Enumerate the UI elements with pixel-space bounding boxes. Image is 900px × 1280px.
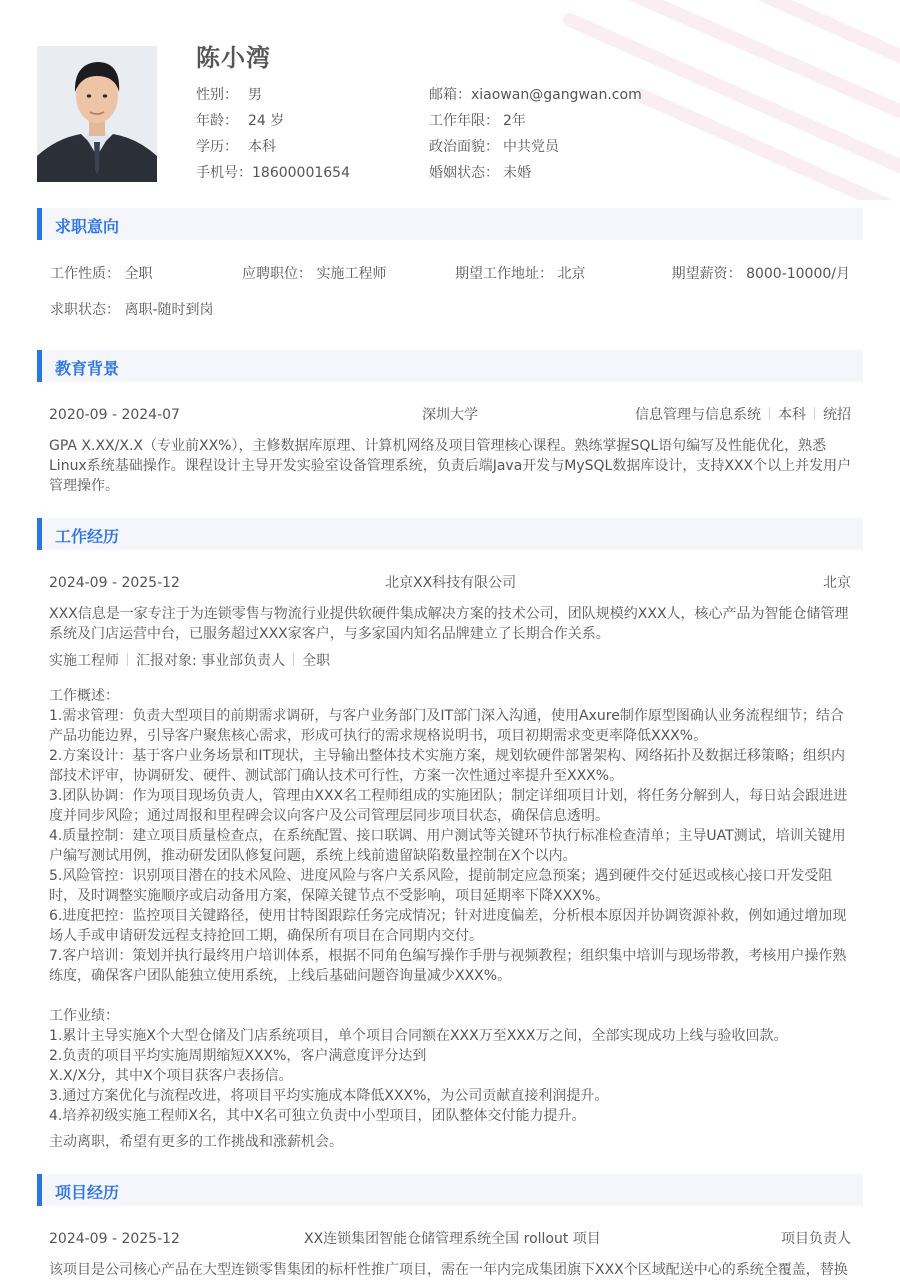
project-role: 项目负责人 (781, 1231, 851, 1247)
portrait-photo (37, 46, 157, 182)
job-position: 应聘职位： 实施工程师 (242, 266, 387, 282)
info-gender: 性别： 男 (196, 87, 262, 103)
info-marital: 婚姻状态： 未婚 (429, 165, 531, 181)
work-company: 北京XX科技有限公司 (385, 575, 517, 591)
work-results: 工作业绩： (49, 1008, 119, 1024)
work-overview: 工作概述： 1.需求管理：负责大型项目的前期需求调研，与客户业务部门及IT部门深入沟通，使用Axure制作原型图确认业务流程细节；结合 产品功能边界，引导客户聚焦核心需求，形成可执行的需求规格说明书，项目初期需求变更率降低XXX%。 2.方案设计：基于客户业务场景和IT现状，主导输出整体技术实施方案，规划软硬件部署架构、网络拓扑及数据迁移策略；组织内 部技术评审，协调研发、硬件、测试部门确认技术可行性，方案一次性通过率提升至XXX%。 3.团队协调：作为项目现场负责人，管理由XXX名工程师组成的实施团队；制定详细项目计划，将任务分解到人，每日站会跟进进 度并同步风险；通过周报和里程碑会议向客户及公司管理层同步项目状态，确保信息透明。 4.质量控制：建立项目质量检查点，在系统配置、接口联调、用户测试等关键环节执行标准检查清单；主导UAT测试，培训关键用 户编写测试用例，推动研发团队修复问题，系统上线前遗留缺陷数量控制在X个以内。 5.风险管控：识别项目潜在的技术风险、进度风险与客户关系风险，提前制定应急预案；遇到硬件交付延迟或核心接口开发受阻 时，及时调整实施顺序或启动备用方案，保障关键节点不受影响，项目延期率下降XXX%。 6.进度把控：监控项目关键路径，使用甘特图跟踪任务完成情况；针对进度偏差，分析根本原因并协调资源补救，例如通过增加现 场人手或申请研发远程支持抢回工期，确保所有项目在合同期内交付。 7.客户培训：策划并执行最终用户培训体系，根据不同角色编写操作手册与视频教程；组织集中培训与现场带教，考核用户操作熟 练度，确保客户团队能独立使用系统，上线后基础问题咨询量减少XXX%。 工作业绩： 1.累计主导实施X个大型仓储及门店系统项目，单个项目合同额在XXX万至XXX万之间，全部实现成功上线与验收回款。 2.负责的项目平均实施周期缩短XXX%，客户满意度评分达到 X.X/X分，其中X个项目获客户表扬信。 3.通过方案优化与流程改进，将项目平均实施成本降低XXX%，为公司贡献直接利润提升。 4.培养初级实施工程师X名，其中X名可独立负责中小型项目，团队整体交付能力提升。 (49, 686, 853, 1126)
info-political: 政治面貌： 中共党员 (429, 139, 559, 155)
info-phone: 手机号：18600001654 (196, 165, 350, 181)
education-school: 深圳大学 (422, 407, 478, 423)
section-title: 项目经历 (55, 1183, 120, 1202)
section-header-education (37, 350, 863, 382)
candidate-name: 陈小湾 (196, 44, 271, 72)
education-period: 2020-09 - 2024-07 (49, 407, 180, 423)
section-title: 求职意向 (55, 217, 120, 236)
info-education: 学历： 本科 (196, 139, 276, 155)
section-title: 工作经历 (55, 527, 120, 546)
section-title: 教育背景 (55, 359, 120, 378)
project-name: XX连锁集团智能仓储管理系统全国 rollout 项目 (304, 1231, 601, 1247)
job-status: 求职状态： 离职-随时到岗 (50, 302, 214, 318)
education-description: GPA X.XX/X.X（专业前XX%），主修数据库原理、计算机网络及项目管理核心课程。熟练掌握SQL语句编写及性能优化，熟悉 Linux系统基础操作。课程设计主导开发实验室设备管理系统，负责后端Java开发与MySQL数据库设计，支持XXX个以上并发用户 管理操作。 (49, 438, 852, 494)
section-header-job-intent (37, 208, 863, 240)
job-location: 期望工作地址： 北京 (455, 266, 586, 282)
job-salary: 期望薪资： 8000-10000/月 (671, 266, 850, 282)
company-description: XXX信息是一家专注于为连锁零售与物流行业提供软硬件集成解决方案的技术公司，团队规模约XXX人，核心产品为智能仓储管理 系统及门店运营中台，已服务超过XXX家客户，与多家国内知名品牌建立了长期合作关系。 (49, 606, 849, 642)
work-role-line: 实施工程师 汇报对象: 事业部负责人 全职 (49, 653, 331, 669)
job-nature: 工作性质： 全职 (50, 266, 153, 282)
education-major-degree: 信息管理与信息系统 本科 统招 (635, 407, 851, 423)
info-email: 邮箱：xiaowan@gangwan.com (429, 87, 642, 103)
section-header-project (37, 1174, 863, 1206)
personal-info-right (429, 85, 642, 189)
project-description: 该项目是公司核心产品在大型连锁零售集团的标杆性推广项目，需在一年内完成集团旗下XXX个区域配送中心的系统全覆盖，替换 (49, 1262, 848, 1278)
leave-reason: 主动离职，希望有更多的工作挑战和涨薪机会。 (49, 1134, 343, 1150)
info-work-years: 工作年限： 2年 (429, 113, 526, 129)
project-period: 2024-09 - 2025-12 (49, 1231, 180, 1247)
info-age: 年龄： 24 岁 (196, 113, 285, 129)
section-header-work (37, 518, 863, 550)
personal-info-left (196, 85, 350, 189)
work-city: 北京 (823, 575, 851, 591)
work-period: 2024-09 - 2025-12 (49, 575, 180, 591)
